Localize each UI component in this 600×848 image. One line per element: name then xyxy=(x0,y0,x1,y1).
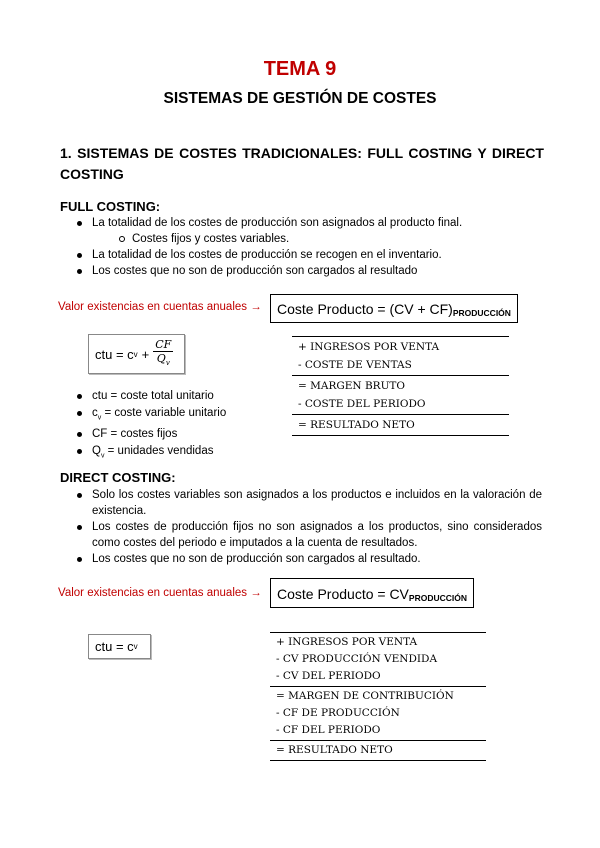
legend-item: ctu = coste total unitario xyxy=(60,388,280,405)
table-row: = RESULTADO NETO xyxy=(298,419,415,431)
table-row: + INGRESOS POR VENTA xyxy=(298,341,440,353)
fraction-numerator: CF xyxy=(155,337,172,351)
valor-existencias-label: Valor existencias en cuentas anuales → xyxy=(58,301,262,313)
page-subtitle: SISTEMAS DE GESTIÓN DE COSTES xyxy=(163,90,437,107)
list-item: Costes fijos y costes variables. xyxy=(60,231,550,247)
legend-item: $c_v$ = coste variable unitario xyxy=(60,405,280,427)
fraction xyxy=(153,338,173,370)
full-costing-heading: FULL COSTING: xyxy=(60,199,161,214)
legend-item: $Q_v$ = unidades vendidas xyxy=(60,443,280,465)
list-item: Los costes que no son de producción son cargados al resultado xyxy=(60,263,550,279)
list-item: Los costes que no son de producción son cargados al resultado. xyxy=(60,551,542,567)
table-group xyxy=(270,740,486,761)
legend-item: CF = costes fijos xyxy=(60,426,280,443)
table-row: = MARGEN DE CONTRIBUCIÓN xyxy=(276,690,454,702)
table-row: = RESULTADO NETO xyxy=(276,744,393,756)
formula-main: Coste Producto = (CV + CF) xyxy=(277,301,453,317)
section-heading: 1. SISTEMAS DE COSTES TRADICIONALES: FULL COSTING Y DIRECT COSTING xyxy=(60,145,544,182)
ctu-subscript: v xyxy=(133,349,138,359)
direct-costing-income-table xyxy=(270,632,486,761)
fraction-denominator xyxy=(157,352,170,370)
valor-existencias-label: Valor existencias en cuentas anuales → xyxy=(58,587,262,599)
list-item: Los costes de producción fijos no son asignados a los productos, sino considerados como costes del periodo e imputados a la cuenta de resultados. xyxy=(60,519,542,551)
ctu-formula-box xyxy=(88,334,185,374)
fraction-den-subscript: v xyxy=(165,359,170,368)
coste-producto-formula xyxy=(270,294,518,323)
list-item: La totalidad de los costes de producción se recogen en el inventario. xyxy=(60,247,550,263)
table-row: - COSTE DEL PERIODO xyxy=(298,398,426,410)
table-row: = MARGEN BRUTO xyxy=(298,380,406,392)
table-row: - COSTE DE VENTAS xyxy=(298,359,412,371)
list-item: La totalidad de los costes de producción son asignados al producto final. xyxy=(60,215,550,231)
formula-subscript: PRODUCCIÓN xyxy=(452,308,511,318)
ctu-prefix: ctu = c xyxy=(95,346,134,362)
table-group xyxy=(270,686,486,740)
fraction-den-symbol: Q xyxy=(156,351,166,365)
direct-costing-bullets xyxy=(60,487,542,567)
coste-producto-formula xyxy=(270,578,474,608)
page-title: TEMA 9 xyxy=(263,58,337,80)
formula-subscript: PRODUCCIÓN xyxy=(408,593,467,603)
table-row: - CF DE PRODUCCIÓN xyxy=(276,707,400,719)
ctu-formula-box xyxy=(88,634,151,659)
ctu-subscript: v xyxy=(133,642,138,651)
table-group xyxy=(292,414,509,436)
list-item: Solo los costes variables son asignados a los productos e incluidos en la valoración de existencia. xyxy=(60,487,542,519)
ctu-plus: + xyxy=(141,346,150,362)
legend-list xyxy=(60,388,280,465)
table-group xyxy=(270,632,486,686)
table-row: - CV PRODUCCIÓN VENDIDA xyxy=(276,653,438,665)
table-group xyxy=(292,375,509,414)
table-group xyxy=(292,336,509,375)
full-costing-income-table xyxy=(292,336,509,436)
table-row: + INGRESOS POR VENTA xyxy=(276,636,418,648)
table-row: - CV DEL PERIODO xyxy=(276,670,381,682)
direct-costing-heading: DIRECT COSTING: xyxy=(60,470,176,485)
table-row: - CF DEL PERIODO xyxy=(276,724,381,736)
full-costing-bullets xyxy=(60,215,550,279)
ctu-prefix: ctu = c xyxy=(95,639,134,654)
formula-main: Coste Producto = CV xyxy=(277,586,409,602)
